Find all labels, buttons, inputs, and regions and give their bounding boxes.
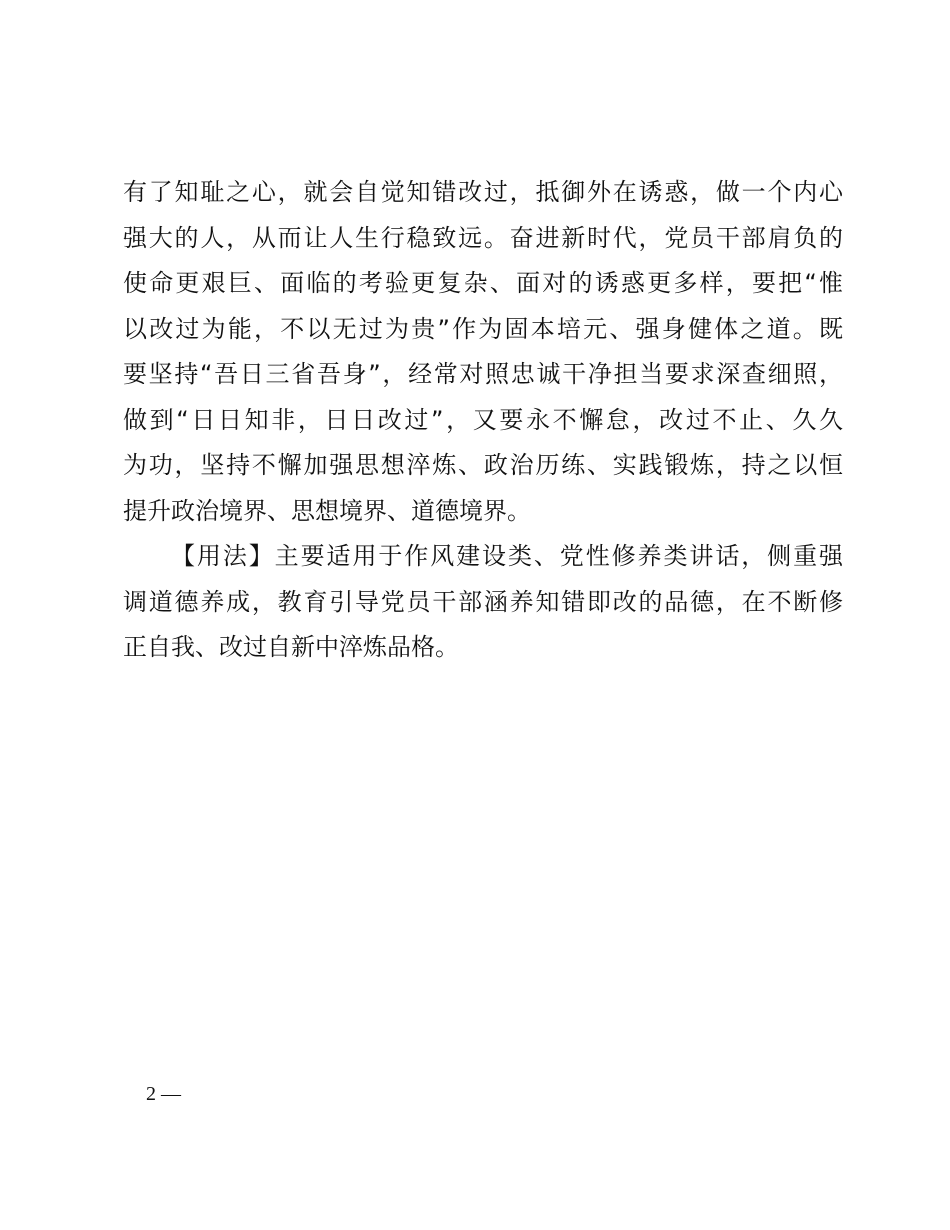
text-line: 做到“日日知非，日日改过”，又要永不懈怠，改过不止、久久: [123, 405, 843, 434]
text-line: 使命更艰巨、面临的考验更复杂、面对的诱惑更多样，要把“惟: [123, 269, 843, 297]
text-line: 要坚持“吾日三省吾身”，经常对照忠诚干净担当要求深查细照，: [123, 360, 843, 388]
text-line: 正自我、改过自新中淬炼品格。: [123, 633, 459, 661]
text-line: 【用法】主要适用于作风建设类、党性修养类讲话，侧重强: [171, 542, 843, 570]
body-text: [123, 170, 843, 671]
text-line: 提升政治境界、思想境界、道德境界。: [123, 496, 531, 525]
text-line: 为功，坚持不懈加强思想淬炼、政治历练、实践锻炼，持之以恒: [123, 451, 843, 479]
text-line: 以改过为能，不以无过为贵”作为固本培元、强身健体之道。既: [123, 314, 843, 343]
text-line: 强大的人，从而让人生行稳致远。奋进新时代，党员干部肩负的: [123, 223, 843, 252]
paragraph-2-usage: [123, 534, 843, 671]
page-number: 2 —: [146, 1083, 181, 1105]
paragraph-1: [123, 170, 843, 534]
text-line: 调道德养成，教育引导党员干部涵养知错即改的品德，在不断修: [123, 587, 843, 616]
text-line: 有了知耻之心，就会自觉知错改过，抵御外在诱惑，做一个内心: [123, 178, 843, 206]
